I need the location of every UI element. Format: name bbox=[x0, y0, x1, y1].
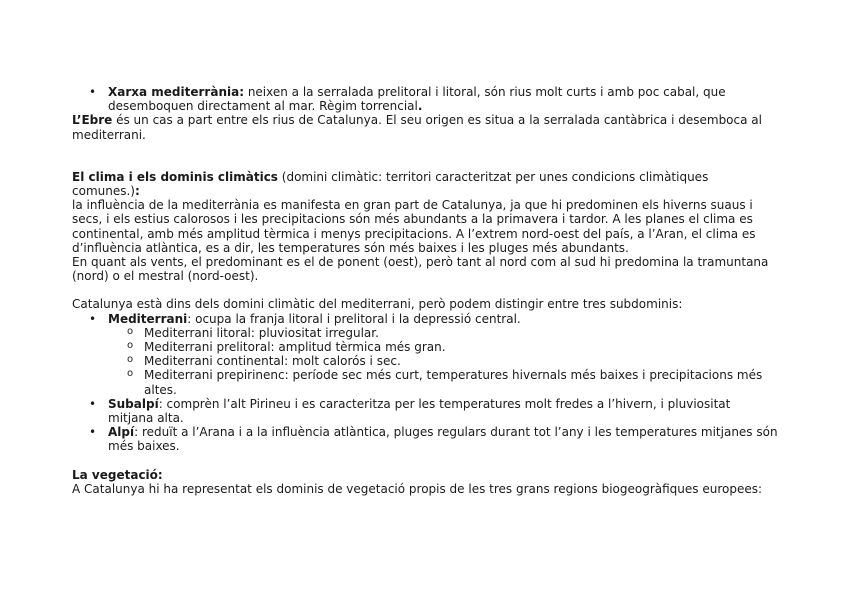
litoral-text: Mediterrani litoral: pluviositat irregular. bbox=[144, 325, 379, 340]
list-item-prepirinenc bbox=[72, 368, 778, 396]
list-item-litoral bbox=[72, 326, 778, 340]
ebre-title: L’Ebre bbox=[72, 113, 113, 128]
mediterrani-title: Mediterrani bbox=[108, 311, 188, 326]
prelitoral-text: Mediterrani prelitoral: amplitud tèrmica més gran. bbox=[144, 340, 446, 355]
spacer bbox=[72, 283, 778, 297]
list-item-alpi bbox=[72, 425, 778, 453]
mediterrani-text: : ocupa la franja litoral i prelitoral i la depressió central. bbox=[187, 311, 521, 326]
clima-paragraph-2: En quant als vents, el predominant es el de ponent (oest), però tant al nord com al sud hi predomina la tramuntana (nord) o el mestral (nord-oest). bbox=[72, 255, 769, 284]
circle-bullet-icon: o bbox=[127, 340, 134, 352]
xarxa-end: . bbox=[417, 99, 423, 114]
subalpi-text: : comprèn l’alt Pirineu i es caracteritza per les temperatures molt fredes a l’hivern, i pluviositat mitjana alta. bbox=[108, 396, 731, 426]
clima-heading bbox=[72, 170, 778, 198]
alpi-title: Alpí bbox=[108, 425, 135, 440]
ebre-text: és un cas a part entre els rius de Catalunya. El seu origen es situa a la serralada cantàbrica i desemboca al mediterrani. bbox=[72, 113, 762, 142]
vegetacio-text: A Catalunya hi ha representat els dominis de vegetació propis de les tres grans regions biogeogràfiques europees: bbox=[72, 481, 763, 496]
list-item-subalpi bbox=[72, 397, 778, 425]
xarxa-title: Xarxa mediterrània: bbox=[108, 85, 244, 99]
rivers-list bbox=[72, 85, 778, 113]
vegetacio-title: La vegetació: bbox=[72, 467, 163, 482]
bullet-icon: • bbox=[89, 311, 97, 326]
spacer bbox=[72, 142, 778, 170]
list-item-xarxa bbox=[72, 85, 778, 113]
circle-bullet-icon: o bbox=[127, 325, 134, 337]
clima-title: El clima i els dominis climàtics bbox=[72, 169, 278, 184]
xarxa-text: neixen a la serralada prelitoral i litoral, són rius molt curts i amb poc cabal, que desemboquen directament al mar. Règim torrencial bbox=[108, 85, 726, 114]
bullet-icon: • bbox=[89, 85, 97, 99]
list-item-prelitoral bbox=[72, 340, 778, 354]
circle-bullet-icon: o bbox=[127, 354, 134, 366]
clima-colon: : bbox=[134, 184, 140, 199]
clima-intro: Catalunya està dins dels domini climàtic del mediterrani, però podem distingir entre tres subdominis: bbox=[72, 297, 683, 312]
bullet-icon: • bbox=[89, 425, 97, 440]
clima-paragraph-1: la influència de la mediterrània es manifesta en gran part de Catalunya, ja que hi predominen els hiverns suaus i secs, i els estius calorosos i les precipitacions són més abundants a la primavera i tardor. A les planes el clima es continental, amb més amplitud tèrmica i menys precipitacions. A l’extrem nord-oest del país, a l’Aran, el clima es d’influència atlàntica, es a dir, les temperatures són més baixes i les pluges més abundants. bbox=[72, 198, 756, 255]
clima-subtitle: (domini climàtic: territori caracteritzat per unes condicions climàtiques comunes.) bbox=[72, 169, 709, 199]
spacer bbox=[72, 454, 778, 468]
subalpi-title: Subalpí bbox=[108, 396, 159, 411]
vegetacio-heading bbox=[72, 468, 778, 482]
list-item-continental bbox=[72, 354, 778, 368]
circle-bullet-icon: o bbox=[127, 368, 134, 380]
document-body bbox=[72, 85, 778, 496]
prepirinenc-text: Mediterrani prepirinenc: període sec més curt, temperatures hivernals més baixes i precipitacions més altes. bbox=[144, 368, 763, 397]
bullet-icon: • bbox=[89, 396, 97, 411]
list-item-mediterrani bbox=[72, 312, 778, 326]
continental-text: Mediterrani continental: molt calorós i sec. bbox=[144, 354, 401, 369]
subdominis-list bbox=[72, 312, 778, 454]
ebre-paragraph bbox=[72, 113, 778, 141]
alpi-text: : reduït a l’Arana i a la influència atlàntica, pluges regulars durant tot l’any i les temperatures mitjanes són més baixes. bbox=[108, 425, 778, 454]
